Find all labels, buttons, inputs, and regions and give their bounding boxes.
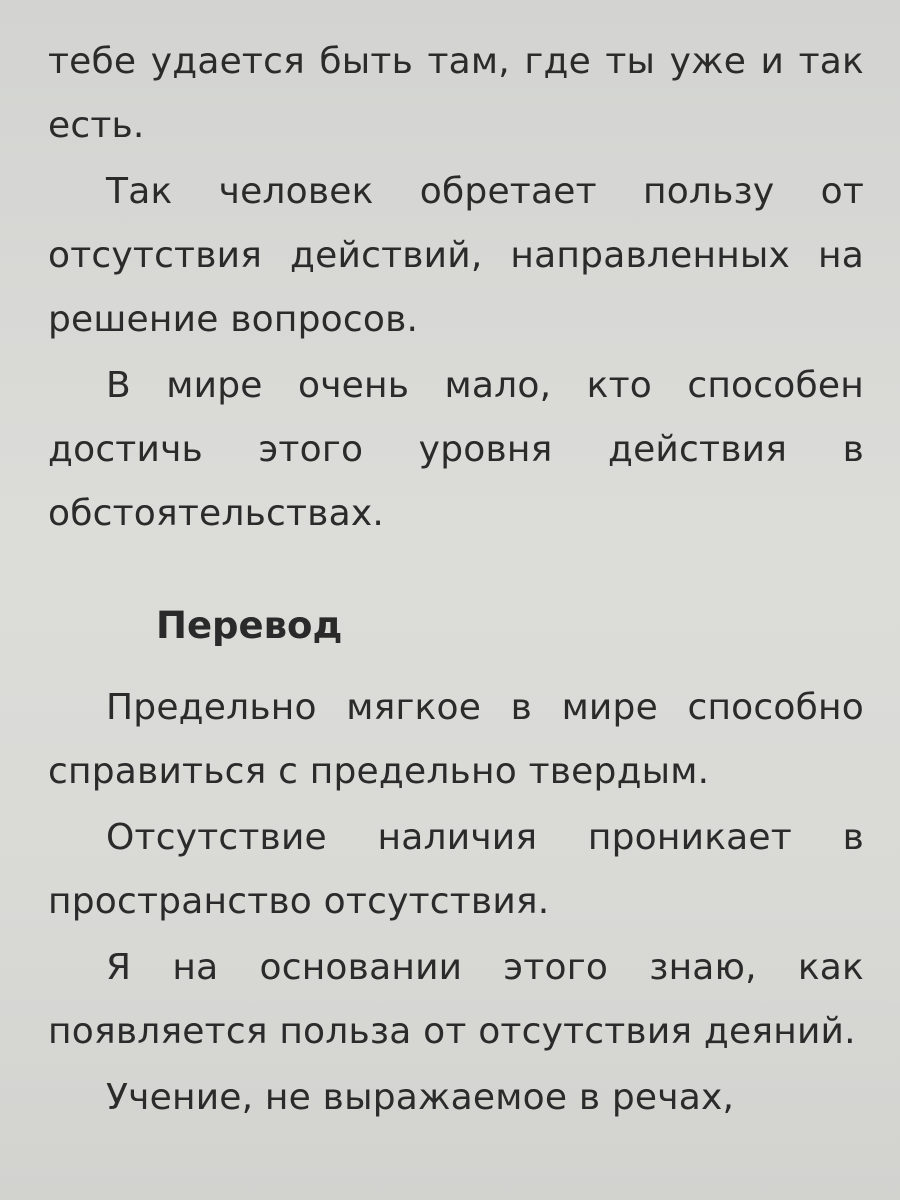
paragraph-continued: тебе удается быть там, где ты уже и так есть. xyxy=(48,41,864,146)
paragraph: Предельно мягкое в мире способно справиться с предельно твердым. xyxy=(48,687,864,792)
book-page xyxy=(48,30,864,1130)
paragraph: Я на основании этого знаю, как появляется польза от отсутствия деяний. xyxy=(48,947,864,1052)
paragraph: Учение, не выражаемое в речах, xyxy=(106,1077,735,1118)
section-heading: Перевод xyxy=(156,604,343,647)
paragraph: Так человек обретает пользу от отсутствия действий, направленных на решение вопросов. xyxy=(48,171,864,340)
paragraph: В мире очень мало, кто способен достичь этого уровня действия в обстоятельствах. xyxy=(48,365,864,534)
paragraph: Отсутствие наличия проникает в пространство отсутствия. xyxy=(48,817,864,922)
